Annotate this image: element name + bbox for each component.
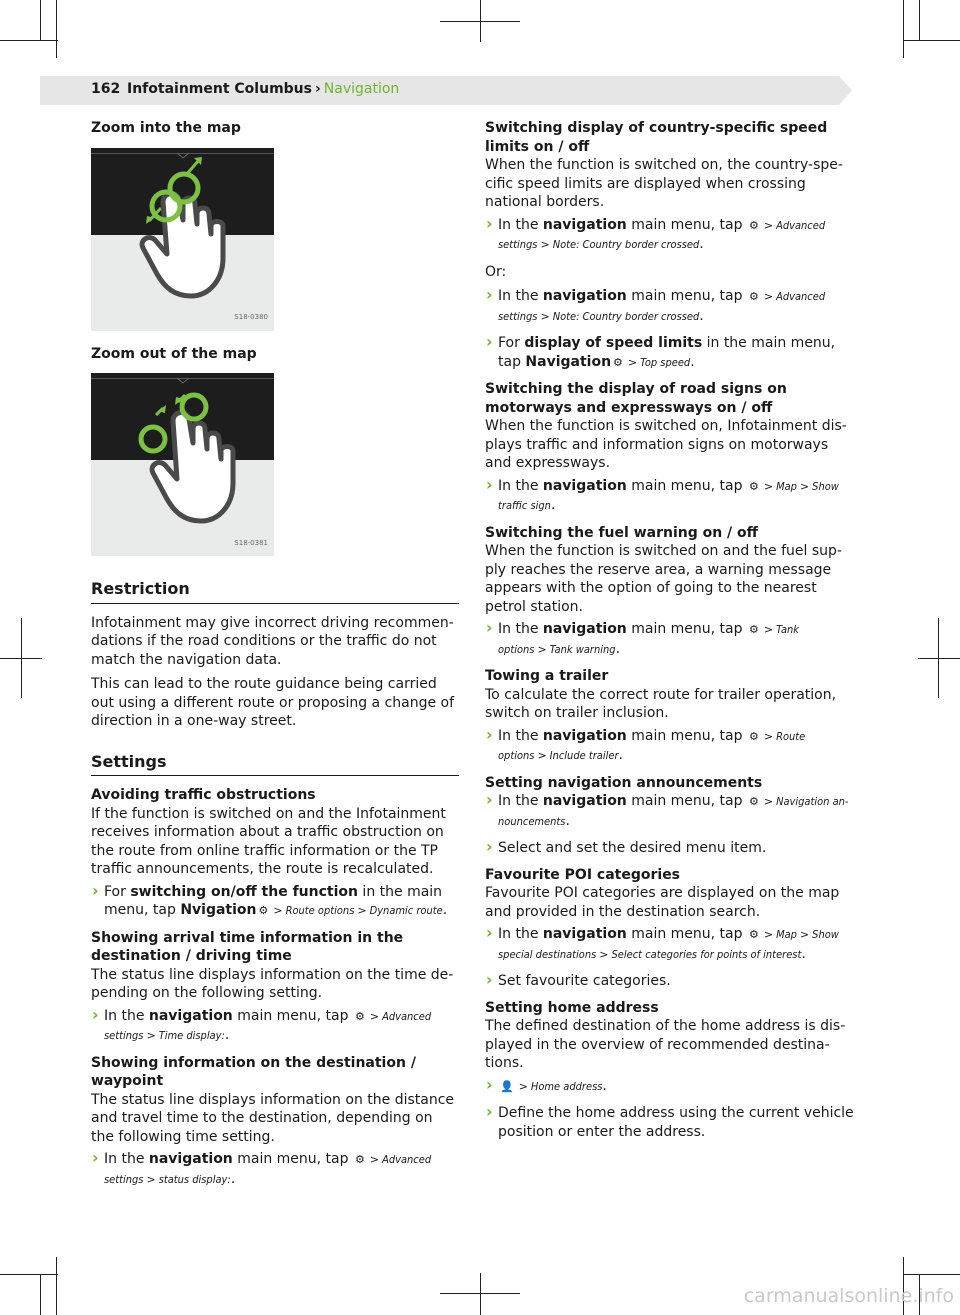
- section-text: The defined destination of the home address is displayed in the overview of recommended destinations.: [485, 1018, 846, 1071]
- step-text: In the: [498, 477, 543, 494]
- menu-path-item: Select categories for points of interest: [611, 947, 802, 961]
- section-text: When the function is switched on, Infotainment displays traffic and information signs on motorways and expressways.: [485, 418, 847, 471]
- page-number: 162: [91, 81, 121, 97]
- step-text: main menu, tap: [232, 1151, 353, 1167]
- section-title: Towing a trailer: [485, 668, 609, 684]
- step-text: .: [699, 307, 704, 324]
- avoid-obstructions-section: [91, 786, 459, 921]
- step-emphasis: navigation: [542, 793, 627, 809]
- road-signs-section: [485, 380, 857, 516]
- settings-gear-icon: ⚙: [748, 928, 759, 941]
- crop-mark: [40, 1275, 41, 1315]
- section-text: If the function is switched on and the Infotainment receives information about a traffic obstruction on the route from online traffic information or the TP traffic announcements, the route is recalculated.: [91, 805, 446, 877]
- path-separator-icon: >: [540, 238, 550, 251]
- step-emphasis: switching on/off the function: [130, 883, 358, 900]
- instruction-step: [91, 1007, 459, 1046]
- path-separator-icon: >: [357, 904, 367, 917]
- section-text: To calculate the correct route for trailer operation, switch on trailer inclusion.: [485, 686, 837, 721]
- breadcrumb: [127, 81, 399, 97]
- crop-mark: [56, 0, 57, 58]
- step-text: main menu, tap: [626, 793, 747, 809]
- menu-path-item: Note: Country border crossed: [552, 309, 700, 323]
- section-title: Switching the display of road signs on motorways and expressways on / off: [485, 381, 787, 416]
- step-text: main menu, tap: [626, 621, 747, 637]
- zoom-out-gesture-icon: [91, 373, 274, 556]
- path-separator-icon: >: [369, 1153, 380, 1166]
- path-separator-icon: >: [763, 623, 774, 636]
- fuel-warning-section: [485, 524, 857, 660]
- section-title: Switching the fuel warning on / off: [485, 524, 759, 541]
- step-text: main menu, tap: [232, 1007, 353, 1024]
- instruction-step: [91, 883, 459, 921]
- zoom-in-caption: Zoom into the map: [91, 120, 241, 136]
- path-separator-icon: >: [763, 795, 774, 808]
- restriction-heading: Restriction: [91, 580, 459, 604]
- zoom-out-figure: [91, 373, 274, 556]
- menu-path-item: Route options: [285, 904, 355, 917]
- zoom-in-gesture-icon: [91, 148, 274, 331]
- arrival-time-section: [91, 929, 459, 1046]
- instruction-step: [485, 727, 857, 766]
- crop-mark: [0, 40, 58, 41]
- section-title: Avoiding traffic obstructions: [91, 787, 316, 803]
- breadcrumb-separator: ›: [314, 81, 321, 97]
- menu-path-item: Advanced settings: [498, 218, 826, 251]
- settings-gear-icon: ⚙: [613, 355, 623, 369]
- crop-mark: [0, 1274, 58, 1275]
- instruction-step: › Define the home address using the current vehicle position or enter the address.: [485, 1104, 857, 1141]
- menu-path-item: Note: Country border crossed: [552, 238, 700, 251]
- menu-path-item: Dynamic route: [369, 904, 443, 917]
- settings-gear-icon: ⚙: [748, 729, 759, 743]
- path-separator-icon: >: [540, 309, 550, 323]
- settings-heading: Settings: [91, 753, 459, 777]
- path-separator-icon: >: [599, 947, 609, 961]
- restriction-paragraph: This can lead to the route guidance being carried out using a different route or proposing a change of direction in a one-way street.: [91, 676, 455, 729]
- instruction-step: [485, 925, 857, 964]
- instruction-step: [485, 477, 857, 516]
- zoom-in-figure: [91, 148, 274, 331]
- path-separator-icon: >: [518, 1079, 528, 1093]
- menu-path-item: Advanced settings: [104, 1009, 432, 1042]
- step-text: In the: [104, 1151, 149, 1167]
- home-address-section: [485, 999, 857, 1142]
- path-separator-icon: >: [763, 218, 774, 232]
- settings-gear-icon: ⚙: [258, 904, 269, 917]
- step-emphasis: Nvigation: [180, 902, 257, 918]
- path-separator-icon: >: [763, 928, 774, 941]
- step-emphasis: navigation: [542, 727, 627, 744]
- menu-path-item: Include trailer: [549, 749, 619, 762]
- restriction-paragraph: Infotainment may give incorrect driving recommendations if the road conditions or the traffic do not match the navigation data.: [91, 614, 454, 668]
- menu-path-item: Map: [776, 928, 797, 941]
- step-text: .: [690, 353, 695, 370]
- path-separator-icon: >: [537, 642, 547, 656]
- menu-path-item: Home address: [530, 1079, 603, 1093]
- towing-section: [485, 667, 857, 766]
- path-separator-icon: >: [537, 749, 547, 762]
- section-text: Favourite POI categories are displayed on the map and provided in the destination search.: [485, 885, 840, 920]
- settings-gear-icon: ⚙: [748, 623, 759, 636]
- path-separator-icon: >: [763, 290, 774, 303]
- step-text: .: [230, 1170, 236, 1187]
- announcements-section: [485, 774, 857, 858]
- zoom-out-caption: Zoom out of the map: [91, 345, 257, 362]
- crop-mark: [903, 1274, 960, 1275]
- crop-mark: [480, 1273, 481, 1315]
- crop-mark: [440, 1293, 520, 1294]
- figure-id: S18-0380: [234, 313, 268, 321]
- step-emphasis: Navigation: [525, 353, 612, 370]
- settings-gear-icon: ⚙: [354, 1009, 365, 1023]
- crop-mark: [440, 21, 520, 22]
- step-text: in the main menu, tap: [104, 883, 443, 918]
- right-column: [485, 119, 857, 1149]
- section-title: Setting navigation announcements: [485, 774, 763, 791]
- instruction-step: [485, 287, 857, 326]
- step-text: In the: [498, 621, 543, 637]
- or-label: Or:: [485, 263, 507, 280]
- step-text: In the: [498, 793, 543, 809]
- step-text: In the: [498, 288, 543, 304]
- step-text: In the: [498, 216, 543, 233]
- step-text: main menu, tap: [626, 477, 747, 494]
- path-separator-icon: >: [369, 1009, 380, 1023]
- step-text: In the: [104, 1007, 149, 1024]
- menu-path-item: Advanced settings: [104, 1153, 432, 1186]
- settings-gear-icon: ⚙: [748, 479, 759, 493]
- step-text: In the: [498, 727, 543, 744]
- step-emphasis: navigation: [148, 1151, 233, 1167]
- section-title: Setting home address: [485, 999, 659, 1016]
- menu-path-item: Navigation announcements: [498, 795, 849, 828]
- section-text: The status line displays information on the distance and travel time to the destination, depending on the following time setting.: [91, 1091, 455, 1145]
- crop-mark: [919, 0, 920, 40]
- breadcrumb-current: Navigation: [323, 81, 400, 97]
- step-text: .: [615, 640, 621, 657]
- user-icon: 👤: [500, 1079, 514, 1093]
- menu-path-item: status display:: [158, 1172, 231, 1186]
- step-text: .: [442, 902, 448, 918]
- settings-gear-icon: ⚙: [748, 218, 759, 232]
- section-title: Favourite POI categories: [485, 866, 681, 883]
- instruction-step: › Select and set the desired menu item.: [485, 839, 857, 858]
- crop-mark: [903, 0, 904, 58]
- step-text: In the: [498, 926, 543, 942]
- path-separator-icon: >: [799, 479, 810, 493]
- step-emphasis: navigation: [148, 1007, 233, 1024]
- instruction-step: [485, 216, 857, 255]
- menu-path-item: Show traffic sign: [498, 479, 839, 512]
- crop-mark: [40, 0, 41, 40]
- step-text: main menu, tap: [626, 926, 747, 942]
- menu-path-item: Show special destinations: [498, 928, 839, 961]
- instruction-step: › Set favourite categories.: [485, 972, 857, 991]
- crop-mark: [903, 40, 960, 41]
- menu-path-item: Route options: [498, 729, 806, 762]
- path-separator-icon: >: [763, 479, 774, 493]
- step-text: main menu, tap: [626, 288, 747, 304]
- section-text: When the function is switched on, the country-specific speed limits are displayed when crossing national borders.: [485, 157, 843, 210]
- settings-gear-icon: ⚙: [354, 1153, 365, 1166]
- instruction-step: [485, 334, 857, 372]
- instruction-step: [485, 620, 857, 659]
- instruction-step: [91, 1150, 459, 1189]
- menu-path-item: Advanced settings: [498, 290, 826, 323]
- settings-gear-icon: ⚙: [748, 290, 759, 303]
- step-text: .: [565, 812, 570, 829]
- section-text: When the function is switched on and the fuel supply reaches the reserve area, a warning message appears with the option of going to the nearest petrol station.: [485, 543, 842, 615]
- path-separator-icon: >: [627, 355, 638, 369]
- crop-mark: [0, 658, 42, 659]
- step-text: .: [602, 1077, 607, 1094]
- path-separator-icon: >: [799, 928, 810, 941]
- destination-info-section: [91, 1054, 459, 1190]
- path-separator-icon: >: [763, 729, 774, 743]
- watermark: carmanualsonline.info: [743, 1285, 954, 1307]
- section-title: Showing information on the destination / waypoint: [91, 1054, 416, 1089]
- menu-path-item: Top speed: [640, 355, 691, 369]
- section-title: Showing arrival time information in the destination / driving time: [91, 929, 404, 964]
- path-separator-icon: >: [273, 904, 283, 917]
- crop-mark: [56, 1257, 57, 1315]
- settings-gear-icon: ⚙: [748, 795, 759, 808]
- instruction-step: [485, 792, 857, 831]
- path-separator-icon: >: [146, 1172, 156, 1186]
- menu-path-item: Tank options: [498, 623, 800, 656]
- step-text: .: [699, 236, 704, 252]
- menu-path-item: Time display:: [158, 1029, 225, 1042]
- menu-path-item: Map: [776, 479, 797, 493]
- left-column: [91, 119, 459, 1197]
- breadcrumb-section[interactable]: Infotainment Columbus: [127, 81, 312, 97]
- menu-path-item: Tank warning: [549, 642, 616, 656]
- step-text: in the main menu, tap: [498, 335, 836, 370]
- step-text: .: [801, 945, 806, 962]
- step-emphasis: navigation: [542, 288, 627, 304]
- step-emphasis: navigation: [542, 621, 627, 637]
- poi-categories-section: [485, 866, 857, 991]
- step-emphasis: navigation: [542, 926, 627, 942]
- step-text: .: [550, 497, 556, 513]
- step-text: .: [618, 747, 623, 763]
- crop-mark: [918, 658, 960, 659]
- step-emphasis: navigation: [542, 216, 627, 233]
- section-text: The status line displays information on the time depending on the following setting.: [91, 966, 454, 1001]
- step-text: For: [104, 883, 131, 900]
- speed-limits-section: [485, 119, 857, 372]
- path-separator-icon: >: [146, 1029, 156, 1042]
- section-title: Switching display of country-specific speed limits on / off: [485, 120, 828, 155]
- step-text: .: [224, 1027, 230, 1043]
- step-text: For: [498, 335, 525, 351]
- step-emphasis: navigation: [542, 477, 627, 494]
- figure-id: S18-0381: [234, 538, 268, 547]
- step-text: main menu, tap: [626, 727, 747, 744]
- step-emphasis: display of speed limits: [524, 335, 703, 351]
- instruction-step: [485, 1077, 857, 1097]
- step-text: main menu, tap: [626, 216, 747, 233]
